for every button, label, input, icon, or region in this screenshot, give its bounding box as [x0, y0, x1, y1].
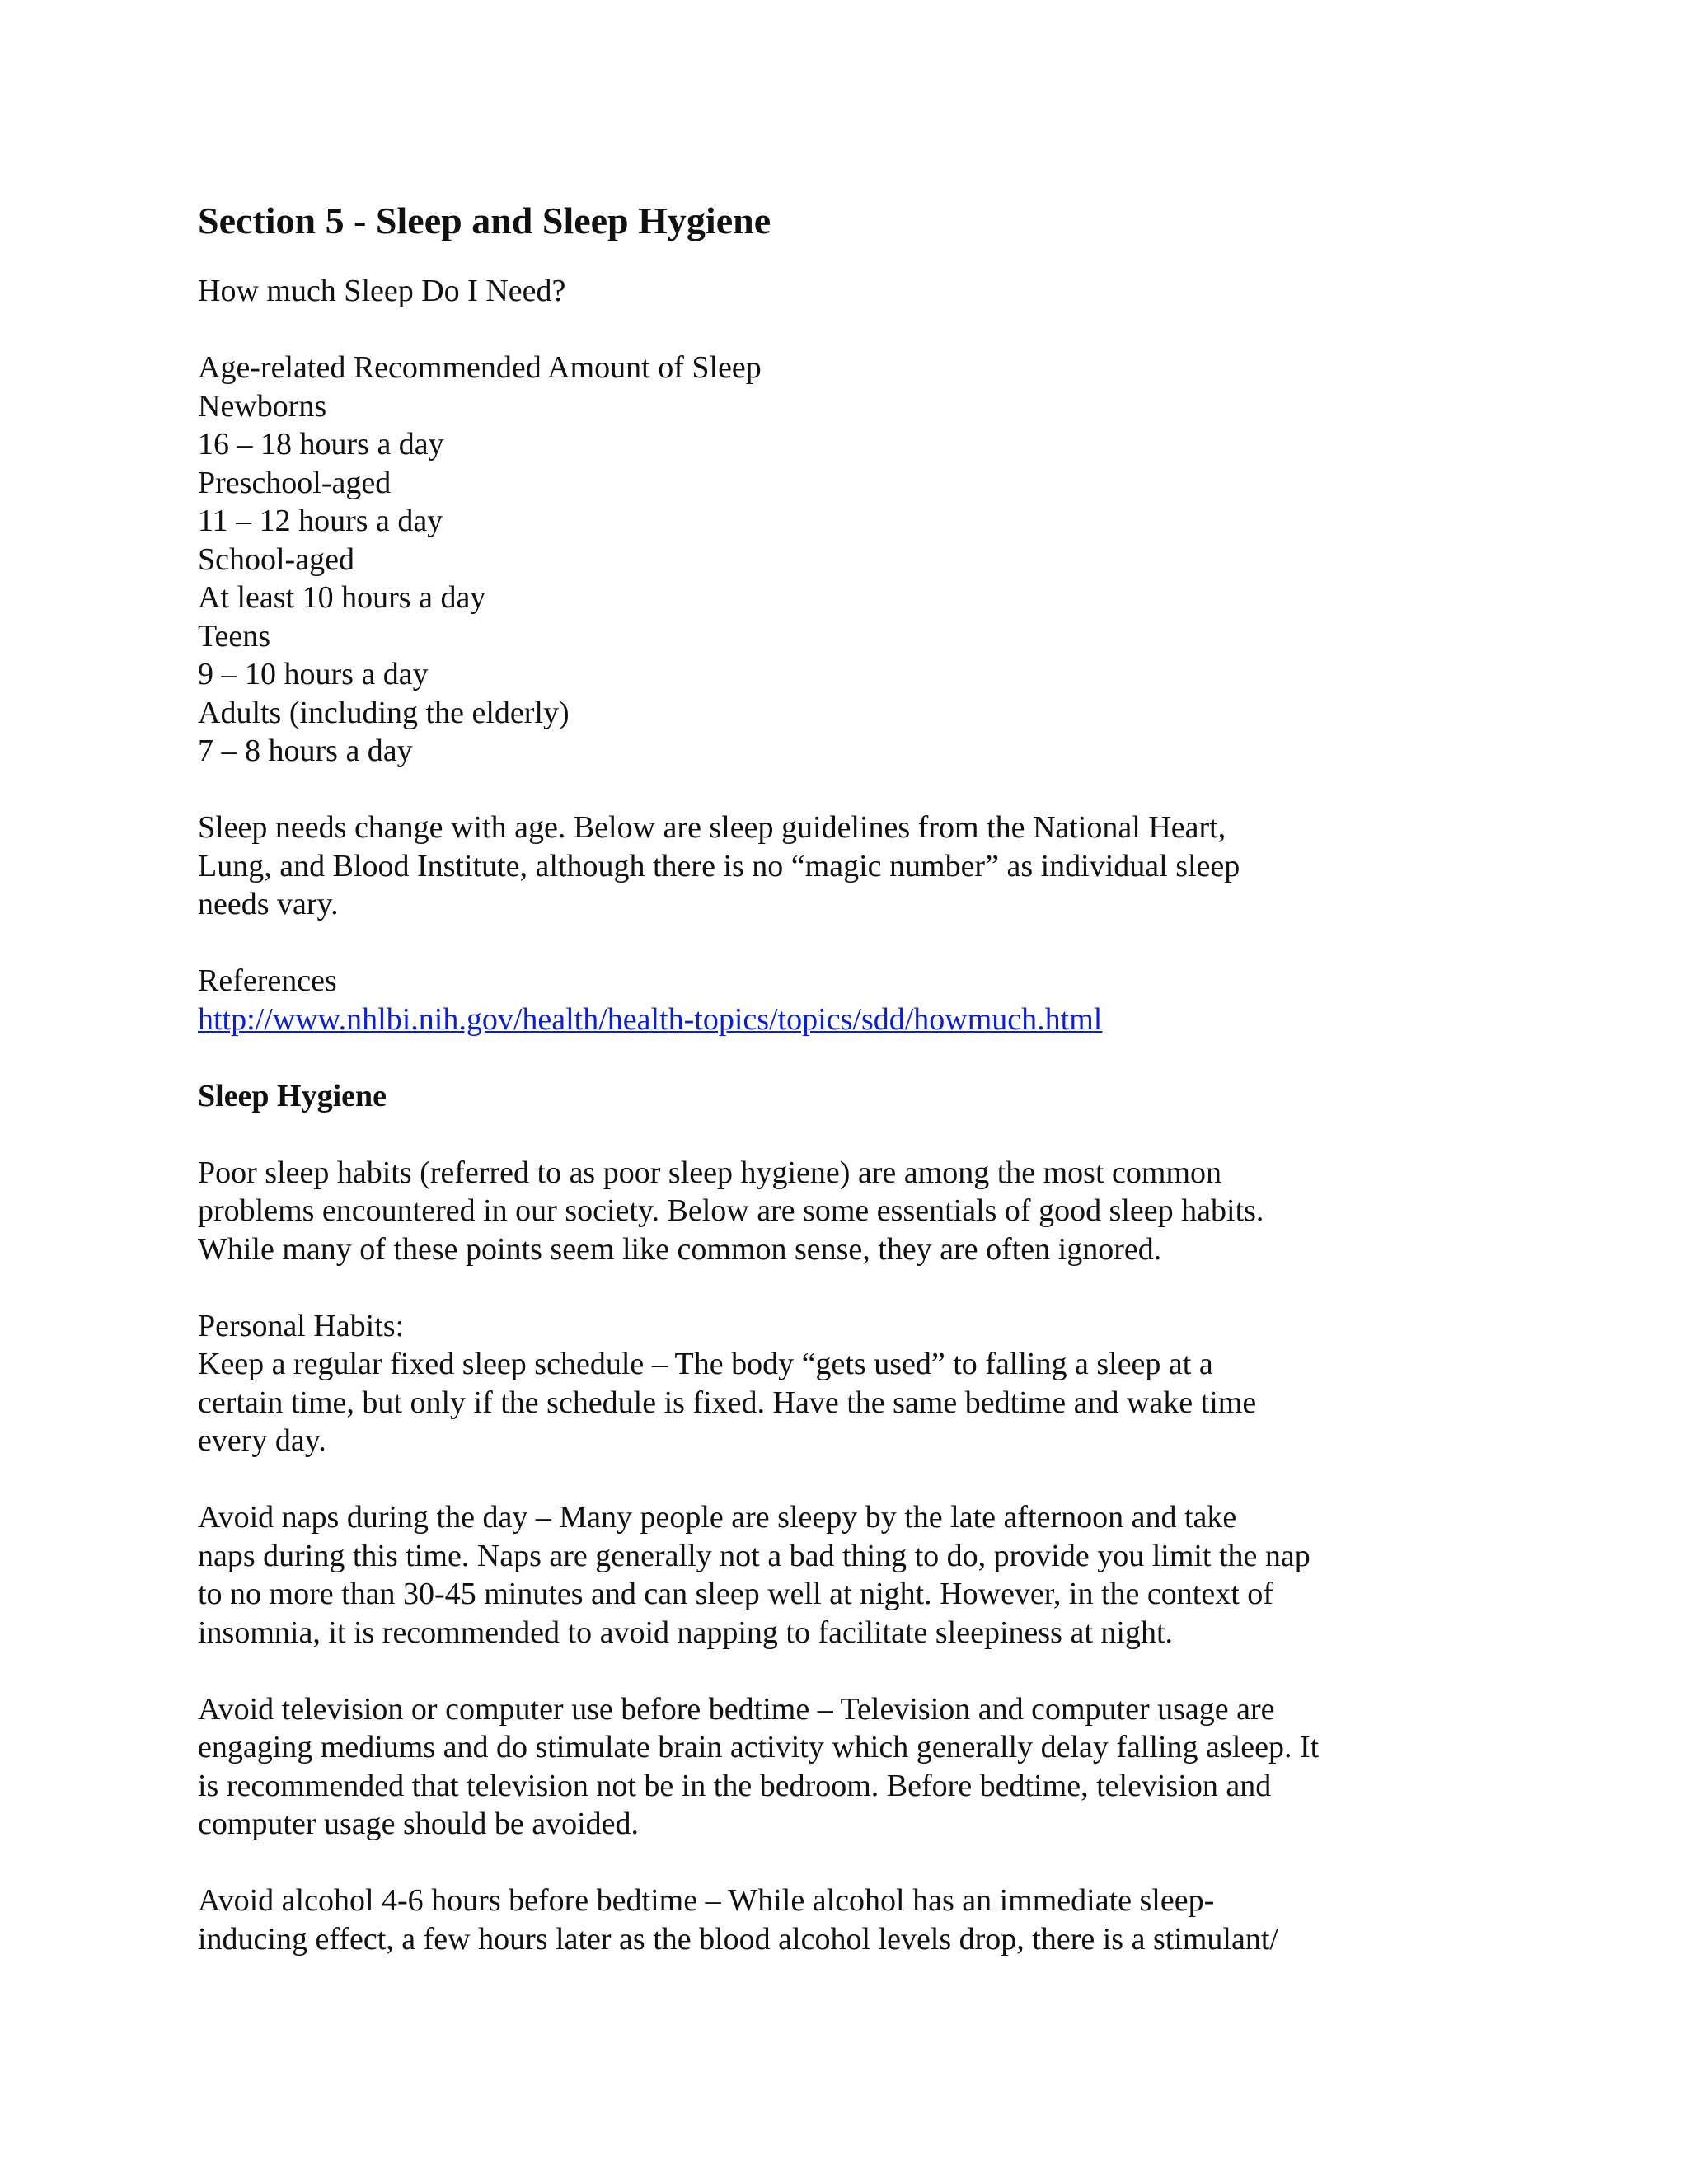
habit-tv-paragraph — [198, 1690, 1484, 1844]
references-label: References — [198, 963, 337, 998]
text-line: While many of these points seem like common sense, they are often ignored. — [198, 1231, 1162, 1267]
age-group: Preschool-aged — [198, 465, 392, 500]
text-line: needs vary. — [198, 887, 339, 921]
age-group: School-aged — [198, 541, 354, 577]
reference-link[interactable]: http://www.nhlbi.nih.gov/health/health-topics/topics/sdd/howmuch.html — [198, 1001, 1103, 1037]
text-line: engaging mediums and do stimulate brain activity which generally delay falling asleep. It — [198, 1730, 1320, 1765]
text-line: Lung, and Blood Institute, although there is no “magic number” as individual sleep — [198, 848, 1240, 883]
text-line: Sleep needs change with age. Below are sleep guidelines from the National Heart, — [198, 810, 1226, 845]
sleep-amount: 16 – 18 hours a day — [198, 427, 444, 462]
sleep-amount: 11 – 12 hours a day — [198, 504, 443, 538]
text-line: certain time, but only if the schedule is fixed. Have the same bedtime and wake time — [198, 1385, 1257, 1420]
age-group: Adults (including the elderly) — [198, 695, 570, 730]
text-line: Avoid alcohol 4-6 hours before bedtime – While alcohol has an immediate sleep- — [198, 1883, 1215, 1918]
habit-naps-paragraph — [198, 1498, 1484, 1652]
sleep-amount: 9 – 10 hours a day — [198, 657, 429, 691]
age-group: Newborns — [198, 388, 327, 424]
section-heading: Sleep Hygiene — [198, 1078, 387, 1113]
sleep-needs-paragraph — [198, 808, 1484, 924]
recommendations-heading: Age-related Recommended Amount of Sleep — [198, 350, 762, 385]
sleep-hygiene-heading — [198, 1077, 1484, 1116]
text-line: Poor sleep habits (referred to as poor sleep hygiene) are among the most common — [198, 1155, 1222, 1190]
document-page — [198, 196, 1484, 1997]
text-line: naps during this time. Naps are generally not a bad thing to do, provide you limit the nap — [198, 1538, 1311, 1573]
text-line: inducing effect, a few hours later as the blood alcohol levels drop, there is a stimulant/ — [198, 1921, 1278, 1957]
question-heading — [198, 272, 1484, 311]
text-line: computer usage should be avoided. — [198, 1807, 640, 1841]
habit-alcohol-paragraph — [198, 1882, 1484, 1958]
references-block — [198, 962, 1484, 1038]
habits-label: Personal Habits: — [198, 1308, 405, 1343]
recommendations-block — [198, 349, 1484, 771]
age-group: Teens — [198, 618, 271, 654]
text-line: Avoid television or computer use before bedtime – Television and computer usage are — [198, 1691, 1275, 1727]
text-line: insomnia, it is recommended to avoid napping to facilitate sleepiness at night. — [198, 1615, 1174, 1650]
text-line: Avoid naps during the day – Many people are sleepy by the late afternoon and take — [198, 1500, 1237, 1535]
text-line: every day. — [198, 1423, 326, 1458]
sleep-amount: At least 10 hours a day — [198, 580, 486, 615]
sleep-amount: 7 – 8 hours a day — [198, 733, 413, 768]
text-line: problems encountered in our society. Below are some essentials of good sleep habits. — [198, 1193, 1264, 1228]
hygiene-intro-paragraph — [198, 1154, 1484, 1269]
text-line: is recommended that television not be in the bedroom. Before bedtime, television and — [198, 1768, 1272, 1803]
habit-schedule-paragraph — [198, 1307, 1484, 1460]
page-title: Section 5 - Sleep and Sleep Hygiene — [198, 199, 771, 241]
question-text: How much Sleep Do I Need? — [198, 274, 566, 308]
text-line: Keep a regular fixed sleep schedule – The body “gets used” to falling a sleep at a — [198, 1347, 1213, 1381]
text-line: to no more than 30-45 minutes and can sleep well at night. However, in the context of — [198, 1577, 1273, 1611]
